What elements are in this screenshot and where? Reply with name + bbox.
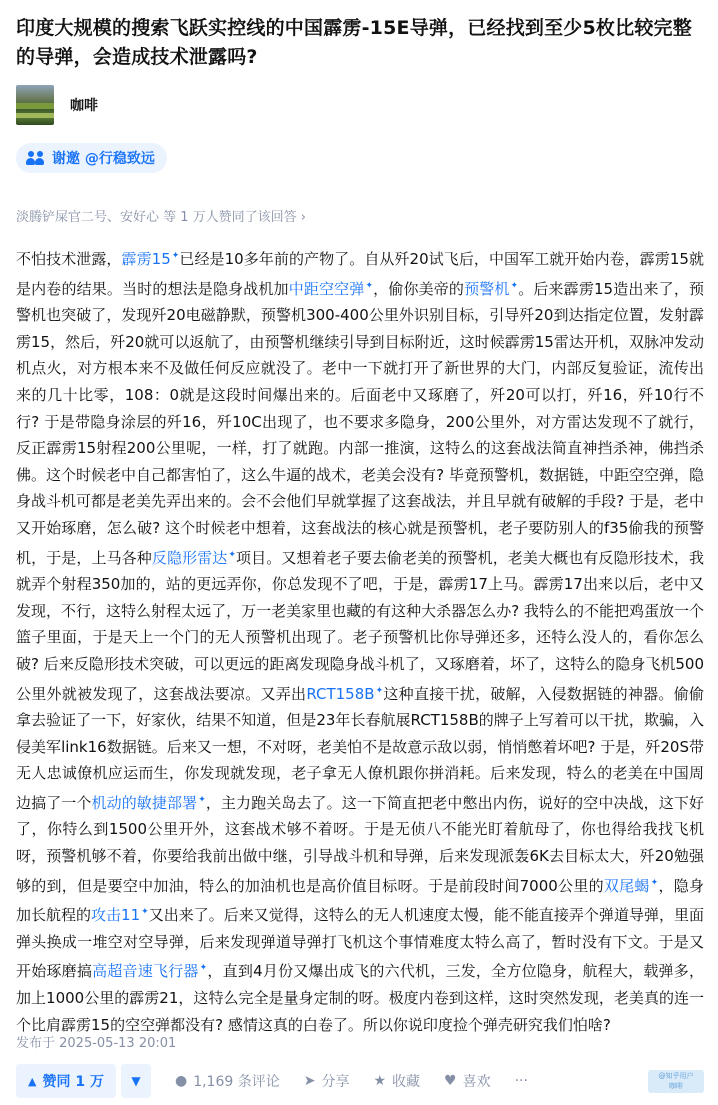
question-title[interactable]: 印度大规模的搜索飞跃实控线的中国霹雳-15E导弹，已经找到至少5枚比较完整的导弹，会造成技术泄露吗? bbox=[16, 17, 692, 68]
share-icon: ➤ bbox=[303, 1073, 316, 1089]
comment-label: 1,169 条评论 bbox=[193, 1074, 280, 1090]
sparkle-icon: ✦ bbox=[510, 280, 519, 291]
answer-text: 不怕技术泄露， bbox=[16, 250, 122, 268]
invite-label: 谢邀 @行稳致远 bbox=[52, 151, 155, 167]
answer-text: ，直到4月份又爆出成飞的六代机，三发，全方位隐身，航程大，载弹多，加上1000公里的霹雳21，这特么完全是量身定制的呀。极度内卷到这样，这时突然发现，老美真的连一个比肩霹雳15的空空弹都没有? 感情这真的白卷了。所以你说印度捡个弹壳研究我们怕啥? bbox=[16, 962, 704, 1034]
answer-text: ，隐身加长航程的 bbox=[16, 876, 704, 925]
answer-text: 又出来了。后来又觉得，这特么的无人机速度太慢，能不能直接弄个弹道导弹，里面弹头换成一堆空对空导弹，后来发现弹道导弹打飞机这个事情难度太特么高了，暂时没有下文。于是又开始琢磨搞 bbox=[16, 906, 704, 981]
like-label: 喜欢 bbox=[462, 1074, 491, 1090]
answer-text: ，偷你美帝的 bbox=[373, 279, 465, 298]
comment-icon: ● bbox=[174, 1073, 188, 1089]
answer-text: 项目。又想着老子要去偷老美的预警机，老美大概也有反隐形技术，我就弄个射程350加的，站的更远弄你，你总发现不了吧，于是，霹雳17上马。霹雳17出来以后，老中又发现，不行，这特么射程太远了，万一老美家里也藏的有这种大杀器怎么办? 我特么的不能把鸡蛋放一个篮子里面，于是天上一个门的无人预警机出现了。老子预警机比你导弹还多，还特么没人的，看你怎么破? 后来反隐形技术突破，可以更远的距离发现隐身战斗机了，又琢磨着，坏了，这特么的隐身飞机500公里外就被发现了，这套战法要凉。又弄出 bbox=[16, 548, 704, 703]
sparkle-icon: ✦ bbox=[198, 794, 206, 805]
watermark-line2: 咖啡 bbox=[669, 1082, 683, 1090]
more-label: ··· bbox=[514, 1073, 528, 1089]
watermark bbox=[648, 1070, 704, 1093]
favorite-button[interactable] bbox=[373, 1071, 420, 1091]
keyword-link[interactable]: 双尾蝎 bbox=[603, 876, 650, 895]
answer-text: 这种直接干扰，破解，入侵数据链的神器。偷偷拿去验证了一下，好家伙，结果不知道，但是23年长春航展RCT158B的牌子上写着可以干扰，欺骗，入侵美军link16数据链。后来又一想，不对呀，老美怕不是故意示敌以弱，悄悄憋着坏吧? 于是，歼20S带无人忠诚僚机应运而生，你发现就发现，老子拿无人僚机跟你拼消耗。后来发现，特么的老美在中国周边搞了一个 bbox=[16, 684, 704, 812]
answer-content bbox=[16, 243, 704, 1038]
upvote-label: 赞同 1 万 bbox=[42, 1074, 104, 1090]
share-button[interactable] bbox=[304, 1071, 350, 1091]
triangle-down-icon: ▼ bbox=[131, 1074, 141, 1088]
sparkle-icon: ✦ bbox=[171, 251, 180, 261]
action-bar bbox=[16, 1064, 706, 1098]
avatar[interactable] bbox=[16, 85, 54, 125]
sparkle-icon: ✦ bbox=[141, 907, 149, 918]
sparkle-icon: ✦ bbox=[228, 549, 236, 560]
keyword-link[interactable]: 预警机 bbox=[464, 279, 510, 298]
watermark-line1: @知乎用户 bbox=[658, 1072, 694, 1080]
share-label: 分享 bbox=[321, 1074, 350, 1090]
author-row bbox=[16, 84, 98, 126]
voters-summary[interactable]: 淡腾铲屎官二号、安好心 等 1 万人赞同了该回答 › bbox=[16, 210, 306, 225]
keyword-link[interactable]: 中距空空弹 bbox=[288, 279, 365, 298]
sparkle-icon: ✦ bbox=[365, 280, 374, 291]
keyword-link[interactable]: 霹雳15 bbox=[121, 250, 171, 268]
star-icon: ★ bbox=[373, 1073, 387, 1089]
like-button[interactable] bbox=[444, 1071, 491, 1091]
sparkle-icon: ✦ bbox=[375, 685, 384, 696]
downvote-button[interactable] bbox=[121, 1064, 151, 1098]
keyword-link[interactable]: 反隐形雷达 bbox=[151, 548, 228, 567]
sparkle-icon: ✦ bbox=[199, 963, 208, 974]
answer-text: 已经是10多年前的产物了。自从歼20试飞后，中国军工就开始内卷，霹雳15就是内卷的结果。当时的想法是隐身战机加 bbox=[16, 250, 704, 298]
more-button[interactable] bbox=[515, 1073, 528, 1089]
people-icon bbox=[26, 150, 46, 166]
keyword-link[interactable]: 机动的敏捷部署 bbox=[91, 793, 198, 812]
heart-icon: ♥ bbox=[444, 1073, 457, 1089]
comment-button[interactable] bbox=[175, 1071, 280, 1091]
published-time: 发布于 2025-05-13 20:01 bbox=[16, 1036, 177, 1051]
triangle-up-icon: ▲ bbox=[28, 1074, 37, 1088]
answer-text: 。后来霹雳15造出来了，预警机也突破了，发现歼20电磁静默，预警机300-400公里外识别目标，引导歼20到达指定位置，发射霹雳15，然后，歼20就可以返航了，由预警机继续引导到目标附近，这时候霹雳15雷达开机，双脉冲发动机点火，对方根本来不及做任何反应就没了。老中一下就打开了新世界的大门，内部反复验证，流传出来的几十比零，108：0就是这段时间爆出来的。后面老中又琢磨了，歼20可以打，歼16，歼10行不行? 于是带隐身涂层的歼16，歼10C出现了，也不要求多隐身，200公里外，对方雷达发现不了就行，反正霹雳15射程200公里呢，一样，打了就跑。内部一推演，这特么的这套战法简直神挡杀神，佛挡杀佛。这个时候老中自己都害怕了，这么牛逼的战术，老美会没有? 毕竟预警机，数据链，中距空空弹，隐身战斗机可都是老美先弄出来的。会不会他们早就掌握了这套战法，并且早就有破解的手段? 于是，老中又开始琢磨，怎么破? 这个时候老中想着，这套战法的核心就是预警机，老子要防别人的f35偷我的预警机，于是，上马各种 bbox=[16, 279, 704, 567]
invite-badge[interactable] bbox=[16, 143, 167, 173]
answer-text: ，主力跑关岛去了。这一下简直把老中憋出内伤，说好的空中决战，这下好了，你特么到1500公里开外，这套战术够不着呀。于是无侦八不能光盯着航母了，你也得给我找飞机呀，预警机够不着，你要给我前出做中继，引导战斗机和导弹，后来发现派轰6K去目标太大，歼20勉强够的到，但是要空中加油，特么的加油机也是高价值目标呀。于是前段时间7000公里的 bbox=[16, 793, 704, 895]
keyword-link[interactable]: RCT158B bbox=[306, 684, 375, 703]
author-name[interactable]: 咖啡 bbox=[70, 98, 98, 114]
keyword-link[interactable]: 攻击11 bbox=[91, 906, 141, 925]
keyword-link[interactable]: 高超音速飞行器 bbox=[92, 962, 199, 981]
sparkle-icon: ✦ bbox=[650, 877, 659, 888]
favorite-label: 收藏 bbox=[392, 1074, 421, 1090]
upvote-button[interactable] bbox=[16, 1064, 116, 1098]
